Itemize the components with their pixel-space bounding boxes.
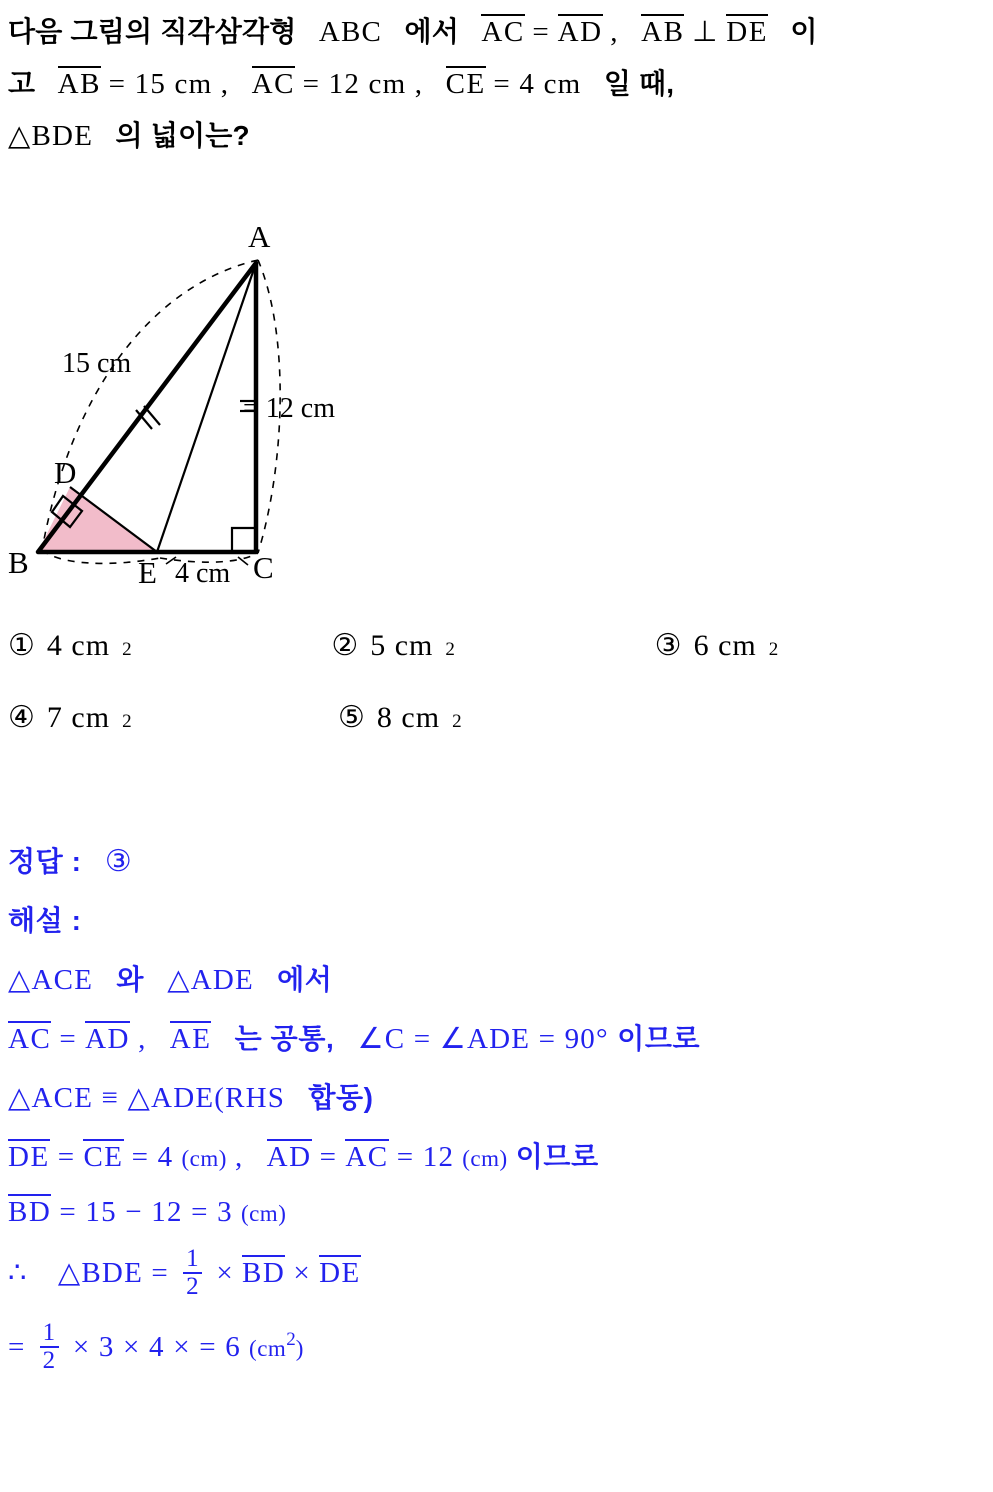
- label-4cm: 4 cm: [175, 558, 231, 589]
- sol-frac1-numerator: 1: [186, 1245, 200, 1272]
- vertex-label-a: A: [248, 219, 271, 254]
- choice-4-number: ④: [8, 700, 35, 735]
- question-text-4: 고: [8, 67, 36, 99]
- question-line-1: [8, 6, 983, 58]
- ab-value: = 15 cm ,: [108, 67, 230, 100]
- segment-ab: AB: [641, 16, 685, 48]
- solution-line-4: [8, 1135, 983, 1175]
- sol-fraction-half-2: [40, 1320, 59, 1375]
- sol-comma-2: ,: [234, 1141, 244, 1173]
- solution-line-5: [8, 1194, 983, 1229]
- answer-value: ③: [104, 844, 133, 879]
- sol-segment-ad: AD: [85, 1023, 130, 1055]
- sol-comma-1: ,: [138, 1023, 147, 1055]
- choice-2-number: ②: [331, 628, 359, 663]
- sol-unit-4: (cm: [249, 1335, 287, 1361]
- sol-text-eseo: 에서: [277, 964, 333, 995]
- sol-segment-ac-2: AC: [345, 1141, 389, 1173]
- sol-frac1-denominator: 2: [183, 1272, 202, 1300]
- sol-segment-de: DE: [8, 1141, 50, 1173]
- solution-block: [8, 840, 983, 1395]
- question-text-1: 다음 그림의 직각삼각형: [8, 16, 297, 47]
- sol-segment-ad-2: AD: [266, 1141, 312, 1173]
- choice-1-exp: 2: [122, 639, 132, 660]
- explain-label-line: [8, 899, 983, 939]
- sol-unit-4-close: ): [295, 1335, 304, 1361]
- right-angle-mark-c: [232, 528, 256, 552]
- choice-4[interactable]: [8, 700, 338, 735]
- answer-label: 정답 :: [8, 846, 82, 877]
- sol-therefore: ∴: [8, 1257, 28, 1290]
- sol-area-formula-label: △BDE =: [57, 1257, 169, 1290]
- sol-unit-2: (cm): [462, 1146, 508, 1171]
- choice-5[interactable]: [338, 700, 668, 735]
- choice-2-text: 5 cm: [370, 629, 434, 662]
- solution-line-2: [8, 1017, 983, 1057]
- sol-frac2-denominator: 2: [40, 1346, 59, 1374]
- figure-svg: [0, 215, 500, 605]
- choice-5-text: 8 cm: [376, 701, 441, 734]
- choice-5-exp: 2: [452, 711, 462, 732]
- choice-3-number: ③: [654, 628, 682, 663]
- label-15cm: 15 cm: [62, 348, 132, 379]
- choice-1[interactable]: [8, 628, 331, 663]
- choices-block: [8, 628, 978, 772]
- solution-line-6: [8, 1245, 983, 1303]
- equals-sign-1: =: [532, 16, 550, 48]
- vertex-label-c: C: [253, 550, 274, 585]
- sol-segment-bd: BD: [8, 1196, 52, 1228]
- solution-line-3: [8, 1076, 983, 1116]
- segment-ae-line: [157, 263, 256, 552]
- explanation-label: 해설 :: [8, 905, 82, 936]
- ac-value: = 12 cm ,: [302, 67, 424, 100]
- choice-1-text: 4 cm: [46, 629, 111, 662]
- perpendicular-sign: ⊥: [692, 16, 719, 48]
- sol-segment-ce: CE: [83, 1141, 124, 1173]
- question-line-3: [8, 110, 983, 162]
- segment-ab-2: AB: [57, 67, 101, 100]
- sol-equals-3: =: [319, 1141, 338, 1173]
- sol-text-common: 는 공통,: [234, 1023, 335, 1054]
- sol-unit-4-exp: 2: [286, 1328, 296, 1350]
- sol-segment-ae: AE: [169, 1023, 212, 1055]
- segment-ce: CE: [445, 67, 486, 100]
- segment-ac: AC: [481, 16, 525, 48]
- vertex-label-d: D: [54, 455, 77, 490]
- shaded-triangle-bde: [38, 487, 157, 552]
- label-12cm: = 12 cm: [243, 393, 335, 424]
- sol-de-value: = 4: [131, 1141, 174, 1173]
- segment-ac-2: AC: [251, 67, 295, 100]
- sol-equals-1: =: [59, 1023, 77, 1055]
- question-text-3: 이: [790, 16, 818, 47]
- sol-triangle-ace: △ACE: [8, 964, 94, 996]
- sol-bd-value: = 15 − 12 = 3: [59, 1196, 233, 1228]
- question-text-2: 에서: [404, 16, 459, 47]
- triangle-abc-outline: [38, 263, 256, 552]
- choice-4-text: 7 cm: [46, 701, 111, 734]
- sol-text-congruent: 합동): [308, 1082, 374, 1113]
- geometry-figure: [0, 215, 500, 605]
- sol-segment-bd-2: BD: [241, 1257, 286, 1290]
- solution-line-7: [8, 1318, 983, 1377]
- sol-fraction-half-1: [183, 1246, 202, 1301]
- sol-times-2: ×: [293, 1257, 311, 1290]
- sol-times-1: ×: [216, 1257, 234, 1290]
- sol-unit-1: (cm): [181, 1146, 227, 1171]
- choices-row-1: [8, 628, 978, 700]
- sol-segment-de-2: DE: [319, 1257, 361, 1290]
- sol-equals-4: =: [8, 1330, 26, 1363]
- sol-angles: ∠C = ∠ADE = 90°: [357, 1023, 618, 1055]
- choice-2-exp: 2: [445, 639, 455, 660]
- choice-3-exp: 2: [768, 639, 779, 660]
- choice-4-exp: 2: [122, 711, 132, 732]
- choice-2[interactable]: [331, 628, 654, 663]
- sol-ad-value: = 12: [396, 1141, 455, 1173]
- sol-congruence: △ACE ≡ △ADE(RHS: [8, 1082, 286, 1114]
- sol-equals-2: =: [57, 1141, 76, 1173]
- sol-triangle-ade: △ADE: [167, 964, 254, 996]
- sol-unit-3: (cm): [240, 1201, 287, 1226]
- choice-3-text: 6 cm: [693, 629, 757, 662]
- sol-segment-ac: AC: [8, 1023, 52, 1055]
- choices-row-2: [8, 700, 978, 772]
- triangle-bde-label: △BDE: [8, 119, 94, 152]
- answer-line: [8, 840, 983, 880]
- segment-de: DE: [726, 16, 768, 48]
- choice-1-number: ①: [8, 628, 35, 663]
- solution-line-1: [8, 958, 983, 998]
- ce-value: = 4 cm: [493, 67, 582, 100]
- question-block: [8, 6, 983, 162]
- sol-final-calc: × 3 × 4 × = 6: [72, 1330, 241, 1363]
- choice-5-number: ⑤: [338, 700, 365, 735]
- sol-text-imuro-2: 이므로: [515, 1141, 599, 1172]
- question-text-6: 의 넓이는?: [115, 119, 250, 151]
- triangle-abc-label: ABC: [318, 16, 383, 48]
- sol-frac2-numerator: 1: [42, 1318, 56, 1346]
- segment-ad: AD: [557, 16, 603, 48]
- sol-text-wa: 와: [116, 964, 144, 995]
- question-text-5: 일 때,: [603, 67, 675, 99]
- question-line-2: [8, 58, 983, 110]
- comma-1: ,: [610, 16, 619, 48]
- vertex-label-b: B: [8, 545, 29, 580]
- choice-3[interactable]: [655, 628, 978, 663]
- sol-text-imuro-1: 이므로: [617, 1023, 701, 1054]
- vertex-label-e: E: [138, 555, 157, 590]
